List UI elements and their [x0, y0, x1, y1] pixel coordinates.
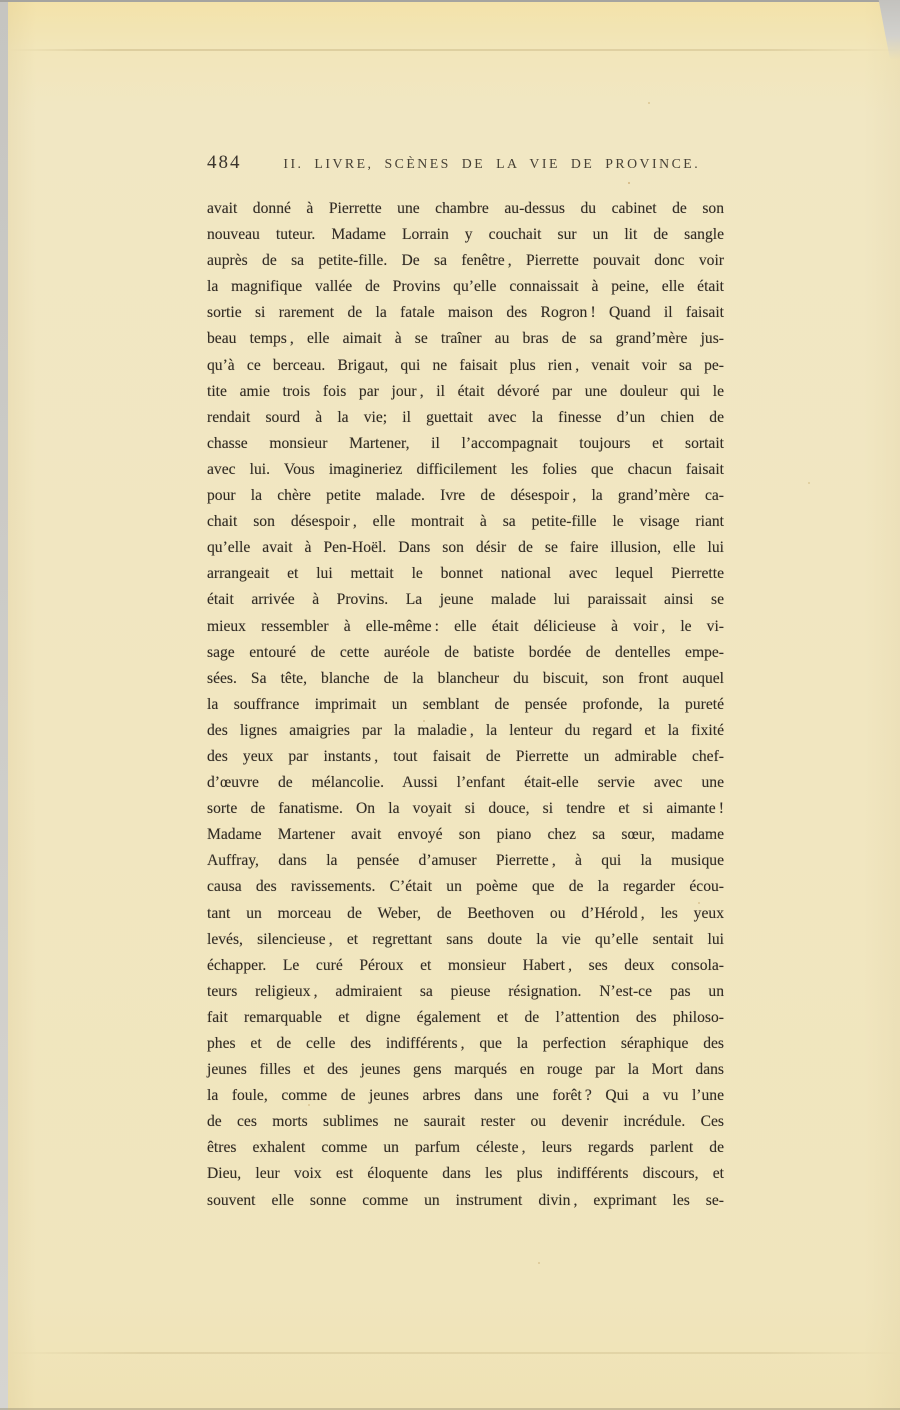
- text-line: sées. Sa tête, blanche de la blancheur du biscuit, son front auquel: [207, 669, 724, 687]
- text-line: échapper. Le curé Péroux et monsieur Habert , ses deux consola-: [207, 956, 724, 974]
- body-text: [207, 196, 724, 1214]
- text-line: la foule, comme de jeunes arbres dans une forêt ? Qui a vu l’une: [207, 1087, 724, 1105]
- text-line: qu’à ce berceau. Brigaut, qui ne faisait plus rien , venait voir sa pe-: [207, 356, 724, 374]
- text-line: était arrivée à Provins. La jeune malade lui paraissait ainsi se: [207, 591, 724, 609]
- text-line: rendait sourd à la vie; il guettait avec la finesse d’un chien de: [207, 408, 724, 426]
- text-line: Auffray, dans la pensée d’amuser Pierrette , à qui la musique: [207, 852, 724, 870]
- text-line: Madame Martener avait envoyé son piano chez sa sœur, madame: [207, 826, 724, 844]
- text-line: pour la chère petite malade. Ivre de désespoir , la grand’mère ca-: [207, 487, 724, 505]
- text-line: mieux ressembler à elle-même : elle était délicieuse à voir , le vi-: [207, 617, 724, 635]
- text-line: jeunes filles et des jeunes gens marqués en rouge par la Mort dans: [207, 1061, 724, 1079]
- page-number: 484: [207, 152, 242, 173]
- text-line: des yeux par instants , tout faisait de Pierrette un admirable chef-: [207, 747, 724, 765]
- text-line: la magnifique vallée de Provins qu’elle connaissait à peine, elle était: [207, 278, 724, 296]
- text-line: tant un morceau de Weber, de Beethoven ou d’Hérold , les yeux: [207, 904, 724, 922]
- paper-crease-bottom: [8, 1352, 900, 1354]
- paper-crease-top: [8, 49, 900, 51]
- text-line: chasse monsieur Martener, il l’accompagnait toujours et sortait: [207, 434, 724, 452]
- text-line: phes et de celle des indifférents , que la perfection séraphique des: [207, 1035, 724, 1052]
- text-line: sage entouré de cette auréole de batiste bordée de dentelles empe-: [207, 643, 724, 661]
- text-line: d’œuvre de mélancolie. Aussi l’enfant était-elle servie avec une: [207, 774, 724, 792]
- text-line: levés, silencieuse , et regrettant sans doute la vie qu’elle sentait lui: [207, 930, 724, 948]
- running-header: II. LIVRE, SCÈNES DE LA VIE DE PROVINCE.: [283, 156, 701, 171]
- text-line: auprès de sa petite-fille. De sa fenêtre , Pierrette pouvait donc voir: [207, 252, 724, 270]
- text-line: causa des ravissements. C’était un poème que de la regarder écou-: [207, 878, 724, 896]
- text-line: sortie si rarement de la fatale maison des Rogron ! Quand il faisait: [207, 304, 724, 322]
- text-line: tite amie trois fois par jour , il était dévoré par une douleur qui le: [207, 382, 724, 400]
- paper-specks: [628, 182, 630, 184]
- text-line: arrangeait et lui mettait le bonnet national avec lequel Pierrette: [207, 565, 724, 583]
- text-line: fait remarquable et digne également et de l’attention des philoso-: [207, 1008, 724, 1026]
- text-line: chait son désespoir , elle montrait à sa petite-fille le visage riant: [207, 513, 724, 531]
- text-line: des lignes amaigries par la maladie , la lenteur du regard et la fixité: [207, 721, 724, 739]
- text-line: de ces morts sublimes ne saurait rester ou devenir incrédule. Ces: [207, 1113, 724, 1131]
- page-header: [207, 152, 724, 174]
- scanner-edge-top-right: [874, 0, 900, 60]
- scanner-edge-left: [0, 0, 8, 1410]
- text-line: beau temps , elle aimait à se traîner au bras de sa grand’mère jus-: [207, 330, 724, 348]
- text-line: teurs religieux , admiraient sa pieuse résignation. N’est-ce pas un: [207, 982, 724, 1000]
- text-line: Dieu, leur voix est éloquente dans les plus indifférents discours, et: [207, 1165, 724, 1183]
- text-line: sorte de fanatisme. On la voyait si douce, si tendre et si aimante !: [207, 800, 724, 818]
- text-line: la souffrance imprimait un semblant de pensée profonde, la pureté: [207, 695, 724, 713]
- text-line: nouveau tuteur. Madame Lorrain y couchait sur un lit de sangle: [207, 226, 724, 244]
- text-line: qu’elle avait à Pen-Hoël. Dans son désir de se faire illusion, elle lui: [207, 539, 724, 557]
- text-line: souvent elle sonne comme un instrument divin , exprimant les se-: [207, 1191, 724, 1209]
- text-line: avec lui. Vous imagineriez difficilement les folies que chacun faisait: [207, 460, 724, 478]
- scanner-edge-top: [0, 0, 900, 2]
- text-line: êtres exhalent comme un parfum céleste , leurs regards parlent de: [207, 1139, 724, 1157]
- text-line: avait donné à Pierrette une chambre au-dessus du cabinet de son: [207, 200, 724, 217]
